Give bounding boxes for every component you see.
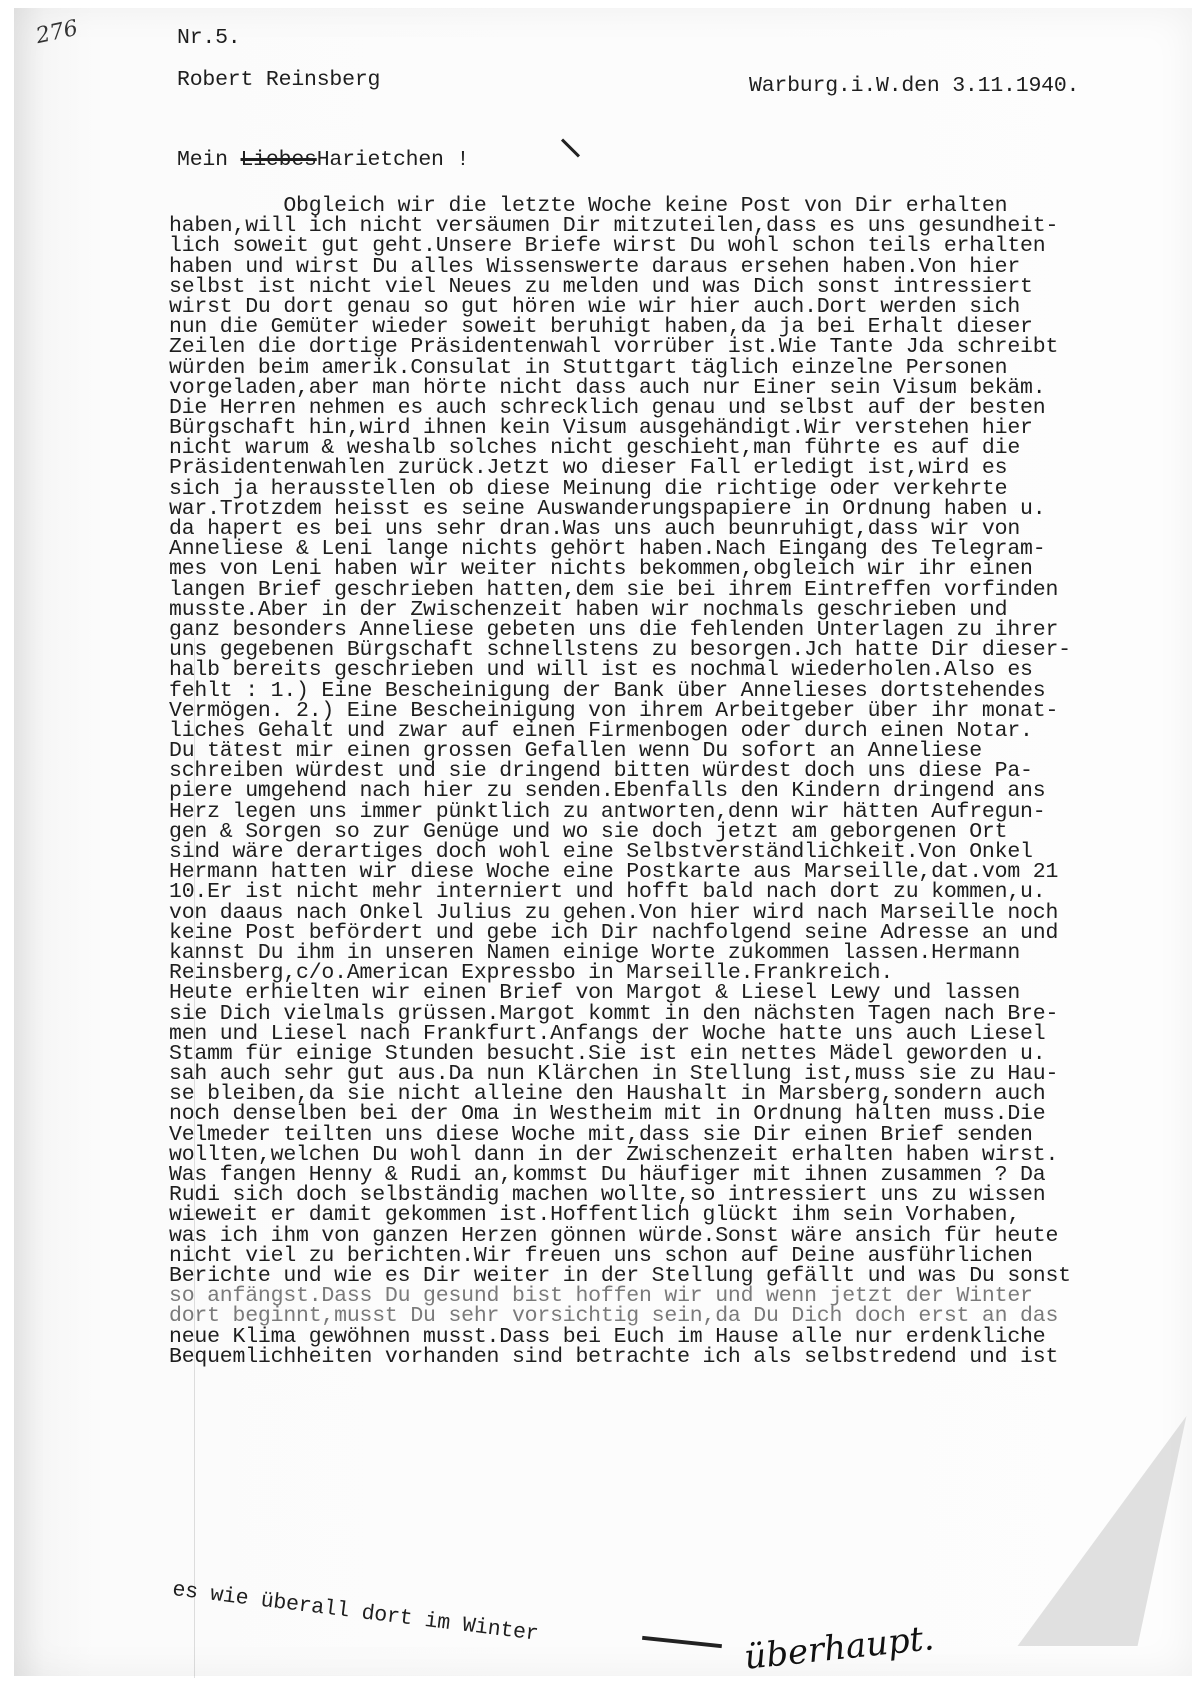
- letter-line: sind wäre derartiges doch wohl eine Selbstverständlichkeit.Von Onkel: [169, 840, 1033, 864]
- letter-line: Obgleich wir die letzte Woche keine Post von Dir erhalten: [169, 194, 1008, 218]
- letter-line: Heute erhielten wir einen Brief von Margot & Liesel Lewy und lassen: [169, 981, 1021, 1006]
- letter-line: wieweit er damit gekommen ist.Hoffentlich glückt ihm sein Vorhaben,: [169, 1203, 1021, 1228]
- letter-line: Bequemlichheiten vorhanden sind betrachte ich als selbstredend und ist: [169, 1344, 1059, 1369]
- letter-line: war.Trotzdem heisst es seine Auswanderungspapiere in Ordnung haben u.: [169, 496, 1046, 521]
- letter-line: ganz besonders Anneliese gebeten uns die fehlenden Unterlagen zu ihrer: [169, 617, 1059, 642]
- letter-line: Vermögen. 2.) Eine Bescheinigung von ihrem Arbeitgeber über ihr monat-: [169, 698, 1059, 723]
- letter-body: [169, 196, 1200, 1367]
- letter-line: vorgeladen,aber man hörte nicht dass auch nur Einer sein Visum bekäm.: [169, 375, 1046, 400]
- letter-line: liches Gehalt und zwar auf einen Firmenbogen oder durch einen Notar.: [169, 718, 1033, 743]
- letter-line: musste.Aber in der Zwischenzeit haben wir nochmals geschrieben und: [169, 597, 1008, 622]
- letter-line: Reinsberg,c/o.American Expressbo in Marseille.Frankreich.: [169, 961, 894, 986]
- folded-corner: [1018, 1416, 1187, 1646]
- letter-line: 10.Er ist nicht mehr interniert und hofft bald nach dort zu kommen,u.: [169, 880, 1046, 905]
- letter-line: sah auch sehr gut aus.Da nun Klärchen in Stellung ist,muss sie zu Hau-: [169, 1062, 1059, 1087]
- letter-line: da hapert es bei uns sehr dran.Was uns auch beunruhigt,dass wir von: [169, 517, 1021, 541]
- letter-line: schreiben würdest und sie dringend bitten würdest doch uns diese Pa-: [169, 759, 1033, 784]
- letter-line: Zeilen die dortige Präsidentenwahl vorrüber ist.Wie Tante Jda schreibt: [169, 335, 1059, 360]
- salutation: [177, 148, 469, 172]
- letter-line: Velmeder teilten uns diese Woche mit,dass sie Dir einen Brief senden: [169, 1122, 1033, 1147]
- letter-line: piere umgehend nach hier zu senden.Ebenfalls den Kindern dringend ans: [169, 779, 1046, 804]
- letter-line: von daaus nach Onkel Julius zu gehen.Von hier wird nach Marseille noch: [169, 900, 1059, 925]
- letter-line: Berichte und wie es Dir weiter in der Stellung gefällt und was Du sonst: [169, 1263, 1071, 1288]
- letter-line: Was fangen Henny & Rudi an,kommst Du häufiger mit ihnen zusammen ? Da: [169, 1163, 1046, 1187]
- letter-line: Herz legen uns immer pünktlich zu antworten,denn wir hätten Aufregun-: [169, 799, 1046, 824]
- sender-name: Robert Reinsberg: [177, 68, 381, 92]
- letter-line: wollten,welchen Du wohl dann in der Zwischenzeit erhalten haben wirst.: [169, 1142, 1059, 1167]
- place-date: Warburg.i.W.den 3.11.1940.: [749, 74, 1080, 98]
- letter-line: langen Brief geschrieben hatten,dem sie bei ihrem Eintreffen vorfinden: [169, 577, 1059, 602]
- letter-line: Rudi sich doch selbständig machen wollte,so intressiert uns zu wissen: [169, 1183, 1046, 1208]
- letter-line: Stamm für einige Stunden besucht.Sie ist ein nettes Mädel geworden u.: [169, 1041, 1046, 1066]
- letter-line: nicht viel zu berichten.Wir freuen uns schon auf Deine ausführlichen: [169, 1243, 1033, 1268]
- letter-line: neue Klima gewöhnen musst.Dass bei Euch im Hause alle nur erdenkliche: [169, 1324, 1046, 1349]
- letter-line: gen & Sorgen so zur Genüge und wo sie doch jetzt am geborgenen Ort: [169, 819, 1008, 844]
- letter-number: Nr.5.: [177, 26, 241, 50]
- letter-line: keine Post befördert und gebe ich Dir nachfolgend seine Adresse an und: [169, 920, 1059, 945]
- letter-line: nicht warum & weshalb solches nicht geschieht,man führte es auf die: [169, 436, 1021, 461]
- letter-line: was ich ihm von ganzen Herzen gönnen würde.Sonst wäre ansich für heute: [169, 1223, 1059, 1248]
- salutation-name: Harietchen !: [316, 148, 470, 172]
- letter-line: mes von Leni haben wir weiter nichts bekommen,obgleich wir ihr einen: [169, 557, 1033, 582]
- closing-line: [171, 1578, 540, 1647]
- letter-line: fehlt : 1.) Eine Bescheinigung der Bank über Annelieses dortstehendes: [169, 678, 1046, 703]
- letter-line: wirst Du dort genau so gut hören wie wir hier auch.Dort werden sich: [169, 294, 1021, 319]
- letter-line: Bürgschaft hin,wird ihnen kein Visum ausgehändigt.Wir verstehen hier: [169, 416, 1033, 441]
- salutation-prefix: Mein: [177, 148, 241, 172]
- letter-line: Anneliese & Leni lange nichts gehört haben.Nach Eingang des Telegram-: [169, 537, 1046, 562]
- letter-line: men und Liesel nach Frankfurt.Anfangs der Woche hatte uns auch Liesel: [169, 1021, 1046, 1046]
- struck-typed-word: [642, 1636, 722, 1648]
- pen-tick-mark: [561, 138, 580, 157]
- letter-line: so anfängst.Dass Du gesund bist hoffen wir und wenn jetzt der Winter: [169, 1284, 1033, 1309]
- letter-line: se bleiben,da sie nicht alleine den Haushalt in Marsberg,sondern auch: [169, 1082, 1046, 1107]
- closing-text: es wie überall dort im Winter: [171, 1578, 540, 1647]
- letter-line: sich ja herausstellen ob diese Meinung die richtige oder verkehrte: [169, 476, 1008, 501]
- letter-line: Die Herren nehmen es auch schrecklich genau und selbst auf der besten: [169, 395, 1046, 420]
- letter-line: dort beginnt,musst Du sehr vorsichtig sein,da Du Dich doch erst an das: [169, 1304, 1059, 1329]
- letter-line: würden beim amerik.Consulat in Stuttgart täglich einzelne Personen: [169, 355, 1008, 380]
- handwritten-correction: überhaupt.: [742, 1618, 936, 1678]
- letter-page: [14, 8, 1192, 1676]
- letter-line: kannst Du ihm in unseren Namen einige Worte zukommen lassen.Hermann: [169, 940, 1021, 965]
- letter-line: selbst ist nicht viel Neues zu melden und was Dich sonst intressiert: [169, 274, 1033, 299]
- letter-line: haben,will ich nicht versäumen Dir mitzuteilen,dass es uns gesundheit-: [169, 214, 1059, 239]
- letter-line: nun die Gemüter wieder soweit beruhigt haben,da ja bei Erhalt dieser: [169, 315, 1033, 340]
- letter-line: Präsidentenwahlen zurück.Jetzt wo dieser Fall erledigt ist,wird es: [169, 456, 1008, 481]
- letter-line: Du tätest mir einen grossen Gefallen wenn Du sofort an Anneliese: [169, 739, 982, 764]
- salutation-struck-word: Liebes: [240, 148, 317, 172]
- letter-line: sie Dich vielmals grüssen.Margot kommt in den nächsten Tagen nach Bre-: [169, 1001, 1059, 1026]
- letter-line: noch denselben bei der Oma in Westheim mit in Ordnung halten muss.Die: [169, 1102, 1046, 1127]
- letter-line: Hermann hatten wir diese Woche eine Postkarte aus Marseille,dat.vom 21: [169, 860, 1059, 885]
- letter-line: haben und wirst Du alles Wissenswerte daraus ersehen haben.Von hier: [169, 254, 1021, 279]
- archive-annotation: 276: [33, 15, 81, 50]
- letter-line: uns gegebenen Bürgschaft schnellstens zu besorgen.Jch hatte Dir dieser-: [169, 638, 1071, 663]
- letter-line: halb bereits geschrieben und will ist es nochmal wiederholen.Also es: [169, 658, 1033, 683]
- letter-line: lich soweit gut geht.Unsere Briefe wirst Du wohl schon teils erhalten: [169, 234, 1046, 259]
